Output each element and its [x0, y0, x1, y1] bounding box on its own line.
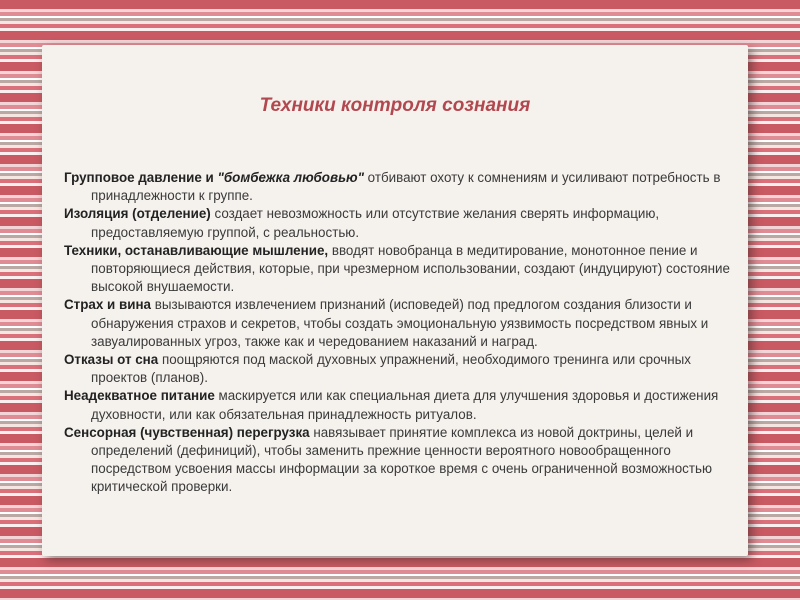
paragraph-group-pressure: [64, 169, 734, 205]
term-quote: "бомбежка любовью": [217, 170, 364, 185]
description: навязывает принятие комплекса из новой доктрины, целей и определений (дефиниций), чтобы заменить прежние ценности вероятного новообращенного посредством усвоения массы информации за короткое время с очень ограниченной возможностью критической проверки.: [91, 424, 712, 495]
term: Техники, останавливающие мышление,: [64, 242, 329, 258]
paragraph-sensory-overload: [64, 424, 734, 497]
slide-body: [64, 169, 734, 497]
description: создает невозможность или отсутствие желания сверять информацию, предоставляемую группой, с реальностью.: [91, 206, 660, 240]
paragraph-sleep: [64, 351, 734, 387]
term: Отказы от сна: [64, 352, 159, 368]
description: маскируется или как специальная диета для улучшения здоровья и достижения духовности, или как обязательная принадлежность ритуалов.: [91, 388, 719, 422]
slide-card: [42, 45, 748, 556]
term: Изоляция (отделение): [64, 206, 211, 222]
description: отбивают охоту к сомнениям и усиливают потребность в принадлежности к группе.: [91, 170, 721, 204]
description: вводят новобранца в медитирование, монотонное пение и повторяющиеся действия, которые, при чрезмерном использовании, создают (индуцируют) состояние высокой внушаемости.: [91, 242, 730, 295]
description: вызываются извлечением признаний (исповедей) под предлогом создания близости и обнаружения страхов и секретов, чтобы создать эмоциональную уязвимость посредством явных и завуалированных угроз, также как и чередованием наказаний и наград.: [91, 297, 709, 349]
paragraph-fear-guilt: [64, 296, 734, 351]
paragraph-isolation: [64, 205, 734, 241]
paragraph-thought-stopping: [64, 242, 734, 297]
term: Сенсорная (чувственная) перегрузка: [64, 424, 310, 440]
term: Неадекватное питание: [64, 388, 215, 404]
description: поощряются под маской духовных упражнений, необходимого тренинга или срочных проектов (планов).: [91, 352, 691, 386]
paragraph-nutrition: [64, 387, 734, 423]
term: Групповое давление и: [64, 170, 218, 185]
term: Страх и вина: [64, 297, 151, 313]
slide-title: Техники контроля сознания: [259, 95, 531, 116]
